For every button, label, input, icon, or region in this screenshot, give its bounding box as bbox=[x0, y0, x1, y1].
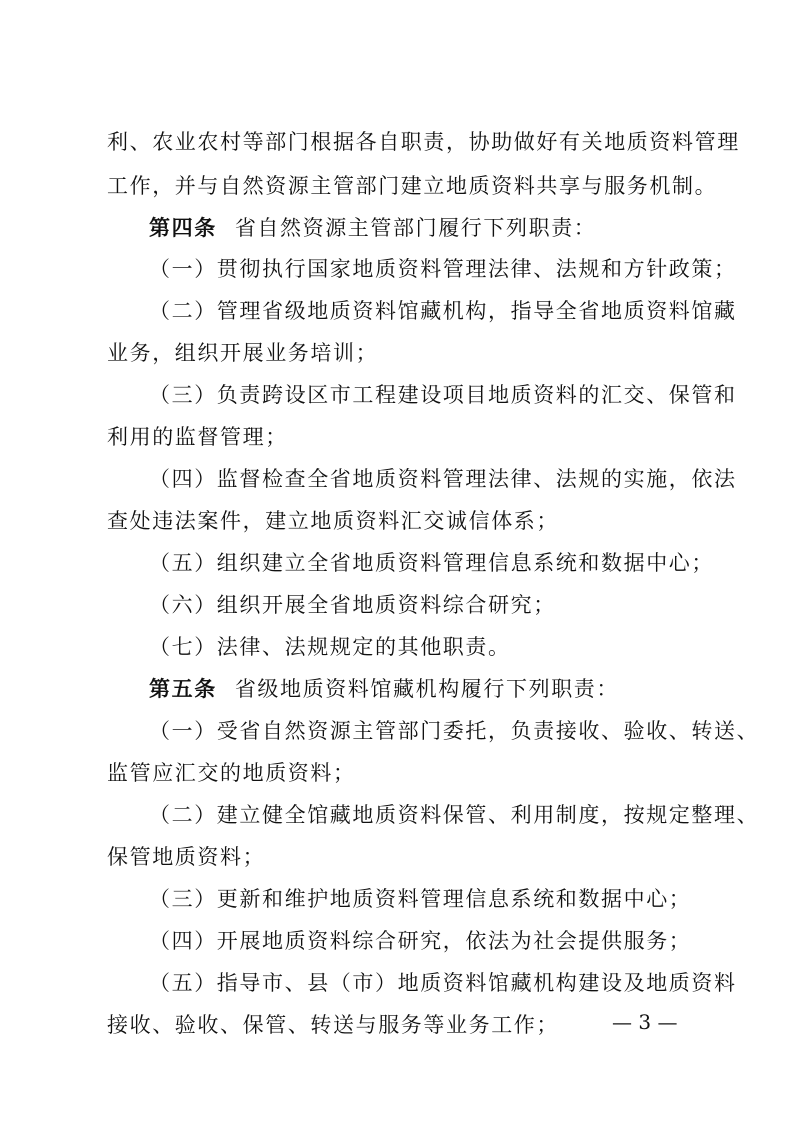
list-item: （三）负责跨设区市工程建设项目地质资料的汇交、保管和 bbox=[149, 383, 737, 407]
body-line: 工作，并与自然资源主管部门建立地质资料共享与服务机制。 bbox=[107, 174, 718, 198]
article-4-title: 第四条 bbox=[149, 215, 217, 240]
article-5-intro: 省级地质资料馆藏机构履行下列职责： bbox=[234, 677, 620, 701]
list-item: （四）开展地质资料综合研究，依法为社会提供服务； bbox=[149, 929, 692, 953]
list-item-continuation: 接收、验收、保管、转送与服务等业务工作； bbox=[107, 1013, 559, 1037]
list-item-continuation: 保管地质资料； bbox=[107, 845, 266, 869]
list-item: （一）贯彻执行国家地质资料管理法律、法规和方针政策； bbox=[149, 257, 737, 281]
list-item: （五）指导市、县（市）地质资料馆藏机构建设及地质资料 bbox=[149, 971, 737, 995]
list-item-continuation: 业务，组织开展业务培训； bbox=[107, 341, 379, 365]
list-item: （二）管理省级地质资料馆藏机构，指导全省地质资料馆藏 bbox=[149, 299, 737, 323]
page-number: — 3 — bbox=[612, 1010, 678, 1034]
list-item: （二）建立健全馆藏地质资料保管、利用制度，按规定整理、 bbox=[149, 803, 760, 827]
article-4-heading bbox=[149, 214, 697, 242]
list-item-continuation: 利用的监督管理； bbox=[107, 425, 288, 449]
article-5-title: 第五条 bbox=[149, 676, 217, 701]
list-item: （七）法律、法规规定的其他职责。 bbox=[149, 635, 511, 659]
body-line: 利、农业农村等部门根据各自职责，协助做好有关地质资料管理 bbox=[107, 130, 740, 154]
article-4-intro: 省自然资源主管部门履行下列职责： bbox=[234, 216, 597, 240]
list-item: （六）组织开展全省地质资料综合研究； bbox=[149, 593, 556, 617]
list-item-continuation: 查处违法案件，建立地质资料汇交诚信体系； bbox=[107, 509, 559, 533]
list-item-continuation: 监管应汇交的地质资料； bbox=[107, 761, 356, 785]
article-5-heading bbox=[149, 675, 697, 703]
list-item: （三）更新和维护地质资料管理信息系统和数据中心； bbox=[149, 887, 692, 911]
list-item: （四）监督检查全省地质资料管理法律、法规的实施，依法 bbox=[149, 467, 737, 491]
list-item: （一）受省自然资源主管部门委托，负责接收、验收、转送、 bbox=[149, 719, 760, 743]
list-item: （五）组织建立全省地质资料管理信息系统和数据中心； bbox=[149, 551, 714, 575]
